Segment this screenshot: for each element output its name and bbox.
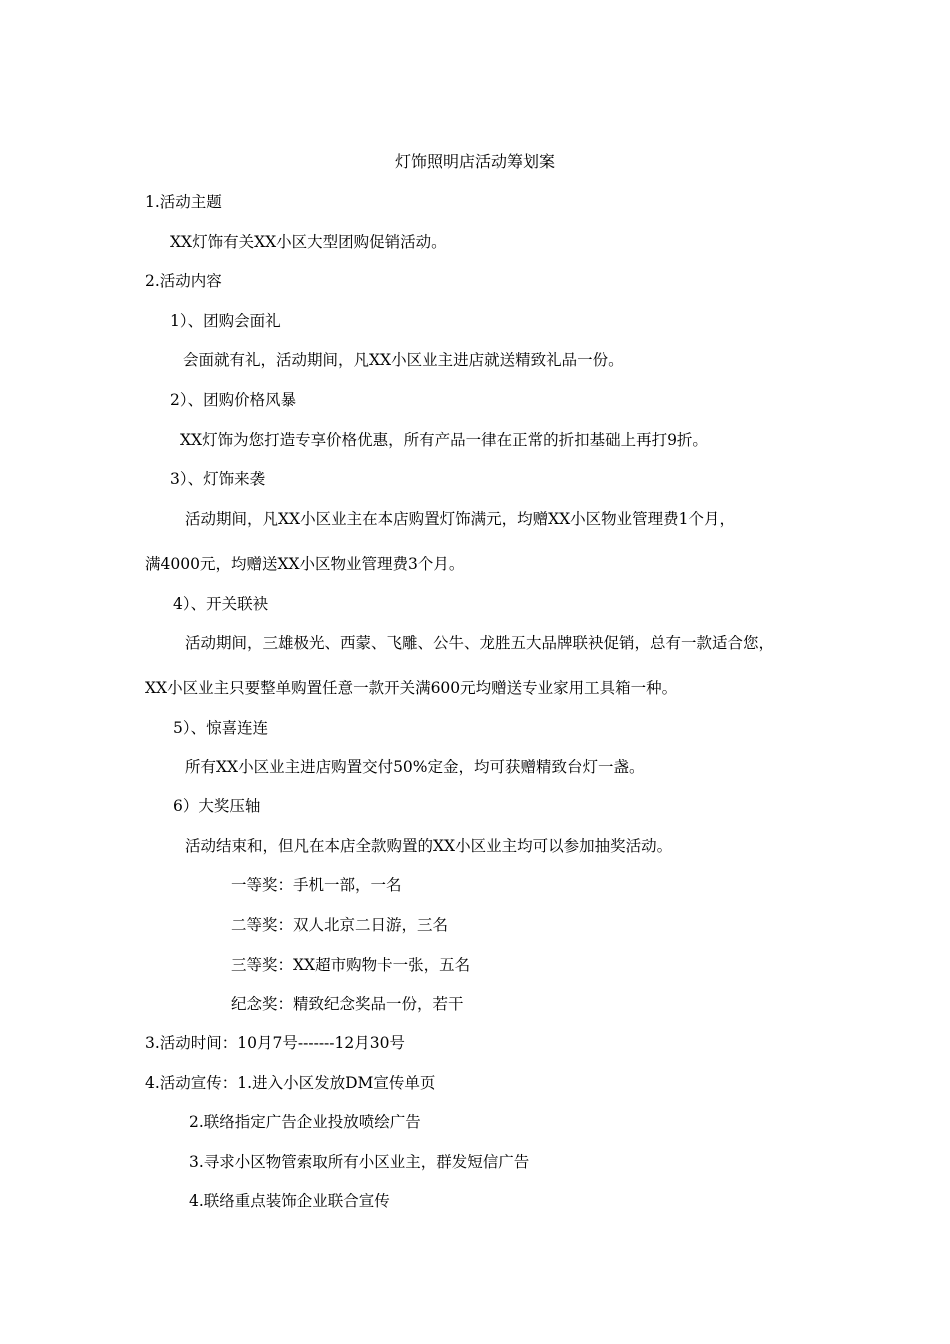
prize-commemorative: 纪念奖：精致纪念奖品一份，若干 (231, 995, 464, 1013)
item-text-1: 会面就有礼，活动期间，凡XX小区业主进店就送精致礼品一份。 (183, 351, 624, 369)
item-heading-2: 2）、团购价格风暴 (170, 391, 297, 409)
item-text-4-line1: 活动期间，三雄极光、西蒙、飞雕、公牛、龙胜五大品牌联袂促销，总有一款适合您， (185, 634, 775, 652)
item-text-5: 所有XX小区业主进店购置交付50%定金，均可获赠精致台灯一盏。 (185, 758, 645, 776)
item-heading-3: 3）、灯饰来袭 (170, 470, 266, 488)
item-text-6: 活动结束和，但凡在本店全款购置的XX小区业主均可以参加抽奖活动。 (185, 837, 673, 855)
theme-text: XX灯饰有关XX小区大型团购促销活动。 (170, 233, 447, 251)
section-heading-content: 2.活动内容 (145, 272, 222, 290)
item-text-3-line1: 活动期间，凡XX小区业主在本店购置灯饰满元，均赠XX小区物业管理费1个月， (185, 510, 736, 528)
item-heading-4: 4）、开关联袂 (173, 595, 269, 613)
document-title: 灯饰照明店活动筹划案 (394, 152, 555, 171)
item-heading-1: 1）、团购会面礼 (170, 312, 281, 330)
promotion-item-3: 3.寻求小区物管索取所有小区业主，群发短信广告 (189, 1153, 530, 1171)
item-text-3-line2: 满4000元，均赠送XX小区物业管理费3个月。 (145, 555, 465, 573)
prize-second: 二等奖：双人北京二日游，三名 (231, 916, 449, 934)
item-heading-5: 5）、惊喜连连 (173, 719, 269, 737)
promotion-item-2: 2.联络指定广告企业投放喷绘广告 (189, 1113, 421, 1131)
section-heading-promotion: 4.活动宣传：1.进入小区发放DM宣传单页 (145, 1074, 436, 1092)
prize-third: 三等奖：XX超市购物卡一张，五名 (231, 956, 471, 974)
prize-first: 一等奖：手机一部，一名 (231, 876, 402, 894)
section-heading-time: 3.活动时间：10月7号-------12月30号 (145, 1034, 405, 1052)
item-text-2: XX灯饰为您打造专享价格优惠，所有产品一律在正常的折扣基础上再打9折。 (180, 431, 708, 449)
item-text-4-line2: XX小区业主只要整单购置任意一款开关满600元均赠送专业家用工具箱一种。 (145, 679, 678, 697)
section-heading-theme: 1.活动主题 (145, 193, 222, 211)
item-heading-6: 6）大奖压轴 (173, 797, 261, 815)
promotion-item-4: 4.联络重点装饰企业联合宣传 (189, 1192, 390, 1210)
